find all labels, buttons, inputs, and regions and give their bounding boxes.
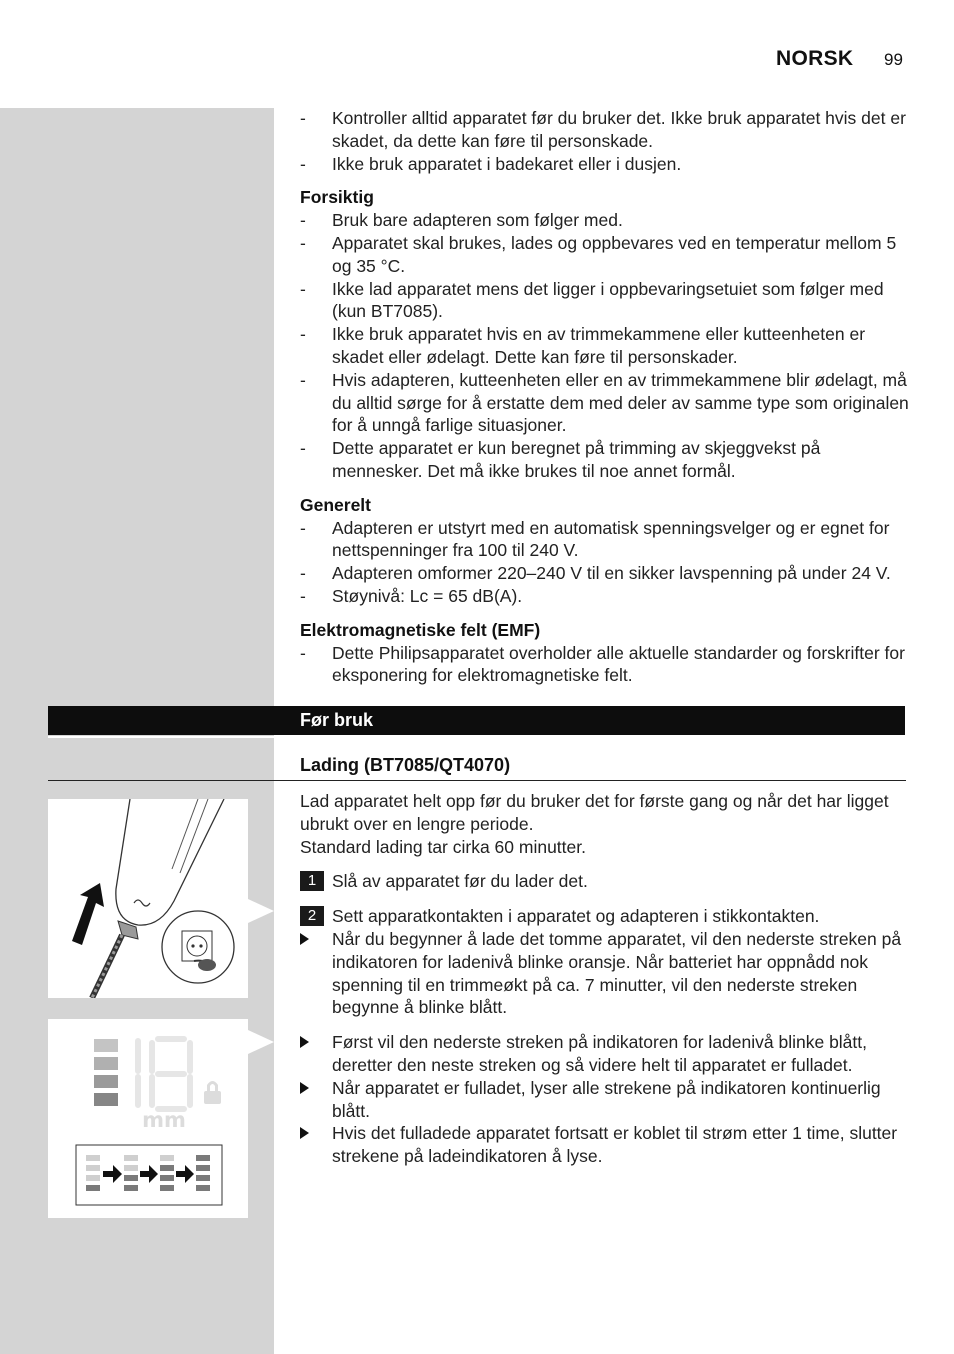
step-1: 1 Slå av apparatet før du lader det. bbox=[300, 870, 910, 893]
unit-label: mm bbox=[142, 1108, 186, 1132]
list-item: - Kontroller alltid apparatet før du bruker det. Ikke bruk apparatet hvis det er skadet, da dette kan føre til personskade. bbox=[300, 108, 906, 151]
list-item: - Støynivå: Lc = 65 dB(A). bbox=[300, 585, 523, 606]
lading-heading: Lading (BT7085/QT4070) bbox=[300, 755, 511, 775]
step-number: 2 bbox=[300, 906, 324, 926]
language-heading: NORSK bbox=[776, 47, 854, 70]
result-arrow-icon bbox=[300, 1036, 309, 1048]
generelt-heading: Generelt bbox=[300, 494, 371, 515]
result-arrow-icon bbox=[300, 933, 309, 945]
list-item: - Dette Philipsapparatet overholder alle aktuelle standarder og forskrifter for eksponering for elektromagnetiske felt. bbox=[300, 642, 905, 686]
list-item: - Apparatet skal brukes, lades og oppbevares ved en temperatur mellom 5 og 35 °C. bbox=[300, 232, 897, 276]
result-item: Når apparatet er fulladet, lyser alle strekene på indikatoren kontinuerlig blått. bbox=[300, 1077, 910, 1123]
figure-pointer bbox=[248, 899, 274, 923]
intro-list bbox=[300, 107, 910, 687]
list-item: - Ikke bruk apparatet i badekaret eller i dusjen. bbox=[300, 153, 682, 174]
forsiktig-heading: Forsiktig bbox=[300, 187, 374, 208]
list-item: - Ikke bruk apparatet hvis en av trimmekammene eller kutteenheten er skadet eller ødelagt. Dette kan føre til personskader. bbox=[300, 324, 866, 367]
section-title: Før bruk bbox=[300, 710, 374, 730]
list-item: - Adapteren er utstyrt med en automatisk spenningsvelger og er egnet for nettspenninger fra 100 til 240 V. bbox=[300, 517, 890, 561]
section-bar-for-bruk bbox=[48, 706, 905, 735]
section-divider bbox=[48, 736, 274, 738]
page-number: 99 bbox=[884, 50, 903, 69]
charge-indicator-illustration bbox=[48, 1019, 248, 1218]
lading-duration: Standard lading tar cirka 60 minutter. bbox=[300, 836, 586, 857]
step-number: 1 bbox=[300, 871, 324, 891]
list-item: - Ikke lad apparatet mens det ligger i oppbevaringsetuiet som følger med (kun BT7085). bbox=[300, 278, 884, 322]
list-item: - Bruk bare adapteren som følger med. bbox=[300, 210, 623, 231]
result-item: Når du begynner å lade det tomme apparatet, vil den nederste streken på indikatoren for ladenivå blinke oransje. Når batteriet har oppnådd nok spenning til en trimmeøkt på ca. 7 minutter, vil den nederste streken begynne å blinke blått. bbox=[300, 928, 910, 1019]
battery-indicator-icon bbox=[48, 1019, 248, 1218]
result-item: Hvis det fulladede apparatet fortsatt er koblet til strøm etter 1 time, slutter strekene på ladeindikatoren å lyse. bbox=[300, 1122, 910, 1168]
lading-intro: Lad apparatet helt opp før du bruker det for første gang og når det har ligget ubrukt over en lengre periode. bbox=[300, 791, 889, 834]
figure-pointer bbox=[248, 1030, 274, 1054]
list-item: - Adapteren omformer 220–240 V til en sikker lavspenning på under 24 V. bbox=[300, 563, 891, 584]
step-2: 2 Sett apparatkontakten i apparatet og adapteren i stikkontakten. bbox=[300, 905, 910, 928]
result-arrow-icon bbox=[300, 1082, 309, 1094]
list-item: - Dette apparatet er kun beregnet på trimming av skjeggvekst på mennesker. Det må ikke brukes til noe annet formål. bbox=[300, 438, 821, 481]
result-arrow-icon bbox=[300, 1127, 309, 1139]
emf-heading: Elektromagnetiske felt (EMF) bbox=[300, 619, 541, 640]
lading-body bbox=[300, 790, 910, 1168]
result-item: Først vil den nederste streken på indikatoren for ladenivå blinke blått, deretter den neste streken og så videre helt til apparatet er fulladet. bbox=[300, 1031, 910, 1077]
charging-illustration bbox=[48, 799, 248, 998]
trimmer-plug-icon bbox=[48, 799, 248, 998]
list-item: - Hvis adapteren, kutteenheten eller en av trimmekammene blir ødelagt, må du alltid sørge for å erstatte dem med deler av samme type som originalen for å unngå farlige situasjoner. bbox=[300, 369, 909, 436]
heading-rule bbox=[48, 780, 906, 781]
